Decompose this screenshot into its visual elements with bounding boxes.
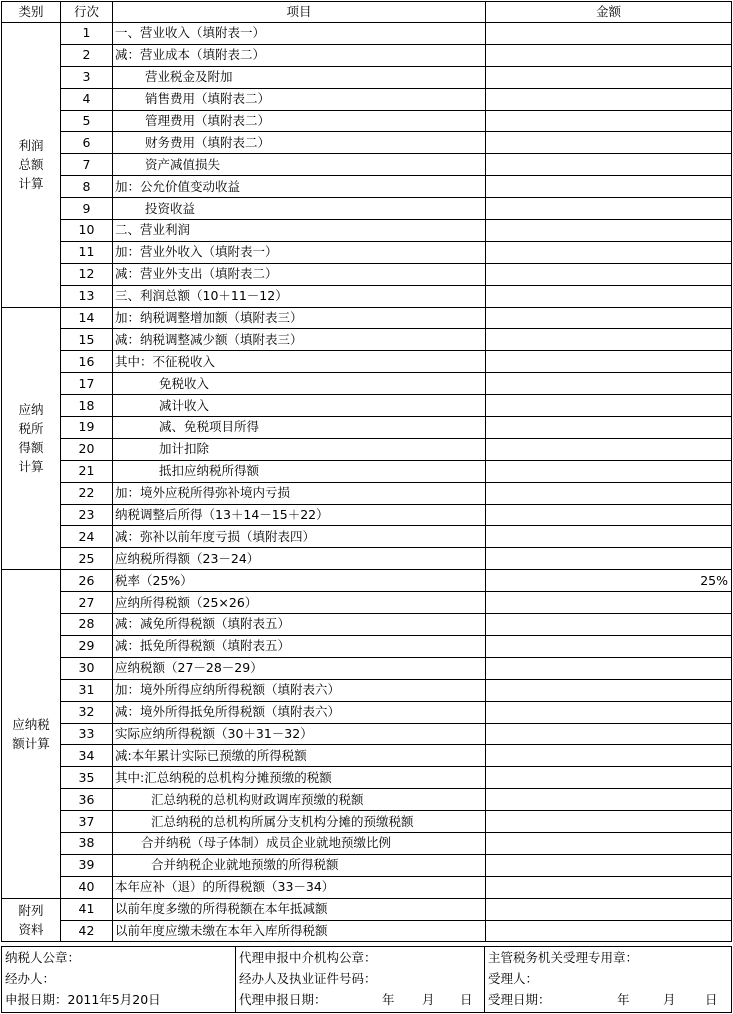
row-item: 三、利润总额（10＋11－12） [113,285,486,307]
row-amount[interactable] [486,460,732,482]
row-amount[interactable] [486,811,732,833]
row-number: 38 [61,832,113,854]
table-row [2,66,732,88]
row-amount[interactable] [486,373,732,395]
row-number: 3 [61,66,113,88]
row-item: 加：公允价值变动收益 [113,176,486,198]
table-row [2,176,732,198]
row-number: 23 [61,504,113,526]
row-amount[interactable] [486,789,732,811]
filing-date: 申报日期：2011年5月20日 [5,992,161,1007]
row-amount[interactable] [486,635,732,657]
table-row [2,44,732,66]
row-item: 管理费用（填附表二） [113,110,486,132]
row-number: 40 [61,876,113,898]
row-item: 减：境外所得抵免所得税额（填附表六） [113,701,486,723]
handler: 经办人： [5,971,56,986]
row-item: 汇总纳税的总机构所属分支机构分摊的预缴税额 [113,811,486,833]
agent-date-line [236,989,484,1010]
row-number: 33 [61,723,113,745]
table-row [2,745,732,767]
row-number: 5 [61,110,113,132]
row-amount[interactable] [486,745,732,767]
taxpayer-seal: 纳税人公章： [5,950,81,965]
table-row [2,614,732,636]
section-category [2,307,61,570]
agent-date-month: 月 [422,992,435,1007]
row-number: 16 [61,351,113,373]
row-number: 2 [61,44,113,66]
row-number: 35 [61,767,113,789]
row-amount[interactable] [486,592,732,614]
table-header [2,2,732,23]
row-number: 36 [61,789,113,811]
row-amount[interactable] [486,351,732,373]
row-amount[interactable] [486,395,732,417]
table-row [2,811,732,833]
receive-date-month: 月 [663,992,676,1007]
agent-block [236,947,485,1013]
table-row [2,329,732,351]
row-item: 抵扣应纳税所得额 [113,460,486,482]
row-number: 31 [61,679,113,701]
row-item: 减：抵免所得税额（填附表五） [113,635,486,657]
table-row [2,876,732,898]
row-number: 4 [61,88,113,110]
row-amount[interactable] [486,920,732,942]
row-amount[interactable] [486,832,732,854]
row-item: 汇总纳税的总机构财政调库预缴的税额 [113,789,486,811]
row-item: 纳税调整后所得（13＋14－15＋22） [113,504,486,526]
row-number: 17 [61,373,113,395]
table-row [2,767,732,789]
row-item: 实际应纳所得税额（30＋31－32） [113,723,486,745]
row-amount[interactable] [486,482,732,504]
row-number: 7 [61,154,113,176]
row-item: 减计收入 [113,395,486,417]
row-item: 应纳所得税额（25×26） [113,592,486,614]
row-number: 32 [61,701,113,723]
agent-seal: 代理申报中介机构公章： [239,950,377,965]
row-number: 6 [61,132,113,154]
row-item: 二、营业利润 [113,220,486,242]
row-amount[interactable] [486,66,732,88]
row-item: 减:本年累计实际已预缴的所得税额 [113,745,486,767]
row-number: 15 [61,329,113,351]
table-row [2,570,732,592]
table-row [2,635,732,657]
receive-date-label: 受理日期： [488,992,551,1007]
row-amount[interactable] [486,88,732,110]
row-number: 9 [61,198,113,220]
agent-date-day: 日 [460,992,473,1007]
row-number: 14 [61,307,113,329]
row-number: 19 [61,417,113,439]
section-category-label: 附列资料 [18,903,44,938]
tax-table [1,1,732,942]
table-row [2,832,732,854]
table-row [2,373,732,395]
row-number: 42 [61,920,113,942]
taxpayer-block [2,947,236,1013]
row-item: 投资收益 [113,198,486,220]
row-amount[interactable] [486,657,732,679]
table-row [2,679,732,701]
row-item: 免税收入 [113,373,486,395]
row-item: 合并纳税企业就地预缴的所得税额 [113,854,486,876]
header-item: 项目 [113,2,486,23]
agent-handler: 经办人及执业证件号码： [239,971,377,986]
row-number: 28 [61,614,113,636]
row-number: 37 [61,811,113,833]
table-row [2,263,732,285]
row-number: 21 [61,460,113,482]
table-row [2,154,732,176]
row-item: 减：营业成本（填附表二） [113,44,486,66]
row-amount[interactable] [486,307,732,329]
row-number: 20 [61,438,113,460]
row-item: 加：营业外收入（填附表一） [113,241,486,263]
table-row [2,854,732,876]
row-amount[interactable] [486,526,732,548]
row-number: 13 [61,285,113,307]
table-row [2,285,732,307]
receive-date-day: 日 [705,992,718,1007]
row-number: 11 [61,241,113,263]
table-row [2,110,732,132]
section-category-label: 应纳税所得额计算 [18,402,44,475]
table-row [2,548,732,570]
row-item: 合并纳税（母子体制）成员企业就地预缴比例 [113,832,486,854]
row-amount[interactable] [486,701,732,723]
row-amount[interactable] [486,679,732,701]
table-row [2,23,732,45]
row-number: 29 [61,635,113,657]
row-item: 减：弥补以前年度亏损（填附表四） [113,526,486,548]
table-row [2,504,732,526]
section-category-label: 应纳税额计算 [12,716,50,751]
signature-footer [1,946,732,1013]
row-number: 34 [61,745,113,767]
row-item: 加：境外所得应纳所得税额（填附表六） [113,679,486,701]
row-number: 26 [61,570,113,592]
row-item: 其中:汇总纳税的总机构分摊预缴的税额 [113,767,486,789]
row-number: 25 [61,548,113,570]
row-item: 加计扣除 [113,438,486,460]
table-row [2,526,732,548]
row-number: 39 [61,854,113,876]
header-row-no: 行次 [61,2,113,23]
row-amount[interactable] [486,241,732,263]
table-row [2,438,732,460]
row-amount[interactable] [486,723,732,745]
section-category-label: 利润总额计算 [18,138,44,192]
table-row [2,241,732,263]
table-row [2,789,732,811]
receiver: 受理人： [488,971,539,986]
row-amount[interactable] [486,614,732,636]
row-item: 应纳税额（27－28－29） [113,657,486,679]
row-item: 减：纳税调整减少额（填附表三） [113,329,486,351]
row-amount[interactable] [486,23,732,45]
row-item: 应纳税所得额（23－24） [113,548,486,570]
table-row [2,723,732,745]
header-category: 类别 [2,2,61,23]
row-item: 加：境外应税所得弥补境内亏损 [113,482,486,504]
row-number: 41 [61,898,113,920]
authority-block [485,947,732,1013]
row-number: 24 [61,526,113,548]
section-category [2,898,61,942]
row-amount[interactable] [486,767,732,789]
row-number: 30 [61,657,113,679]
agent-date-year: 年 [382,992,395,1007]
authority-seal: 主管税务机关受理专用章： [488,950,639,965]
section-category [2,23,61,308]
row-amount[interactable] [486,198,732,220]
row-item: 财务费用（填附表二） [113,132,486,154]
row-amount[interactable] [486,329,732,351]
table-row [2,460,732,482]
row-amount[interactable] [486,176,732,198]
row-item: 以前年度应缴未缴在本年入库所得税额 [113,920,486,942]
section-category [2,570,61,898]
row-amount[interactable] [486,44,732,66]
row-amount[interactable]: 25% [486,570,732,592]
table-row [2,592,732,614]
row-item: 资产减值损失 [113,154,486,176]
row-item: 其中：不征税收入 [113,351,486,373]
row-number: 12 [61,263,113,285]
row-amount[interactable] [486,876,732,898]
row-number: 10 [61,220,113,242]
row-item: 营业税金及附加 [113,66,486,88]
row-number: 18 [61,395,113,417]
row-amount[interactable] [486,132,732,154]
row-item: 减：营业外支出（填附表二） [113,263,486,285]
table-row [2,417,732,439]
header-amount: 金额 [486,2,732,23]
table-row [2,307,732,329]
tax-table-body [2,2,732,942]
row-amount[interactable] [486,504,732,526]
row-item: 销售费用（填附表二） [113,88,486,110]
row-item: 减：减免所得税额（填附表五） [113,614,486,636]
table-row [2,898,732,920]
row-amount[interactable] [486,417,732,439]
receive-date-year: 年 [617,992,630,1007]
row-amount[interactable] [486,263,732,285]
table-row [2,482,732,504]
table-row [2,395,732,417]
row-item: 税率（25%） [113,570,486,592]
row-item: 减、免税项目所得 [113,417,486,439]
row-number: 1 [61,23,113,45]
agent-date-label: 代理申报日期： [239,992,327,1007]
row-item: 本年应补（退）的所得税额（33－34） [113,876,486,898]
row-amount[interactable] [486,220,732,242]
row-item: 以前年度多缴的所得税额在本年抵减额 [113,898,486,920]
table-row [2,351,732,373]
table-row [2,88,732,110]
row-amount[interactable] [486,154,732,176]
row-item: 一、营业收入（填附表一） [113,23,486,45]
row-number: 27 [61,592,113,614]
table-row [2,198,732,220]
row-amount[interactable] [486,438,732,460]
table-row [2,701,732,723]
row-item: 加：纳税调整增加额（填附表三） [113,307,486,329]
table-row [2,657,732,679]
table-row [2,220,732,242]
table-row [2,132,732,154]
row-amount[interactable] [486,854,732,876]
row-number: 22 [61,482,113,504]
row-amount[interactable] [486,110,732,132]
row-amount[interactable] [486,898,732,920]
table-row [2,920,732,942]
row-number: 8 [61,176,113,198]
row-amount[interactable] [486,548,732,570]
row-amount[interactable] [486,285,732,307]
receive-date-line [485,989,731,1010]
